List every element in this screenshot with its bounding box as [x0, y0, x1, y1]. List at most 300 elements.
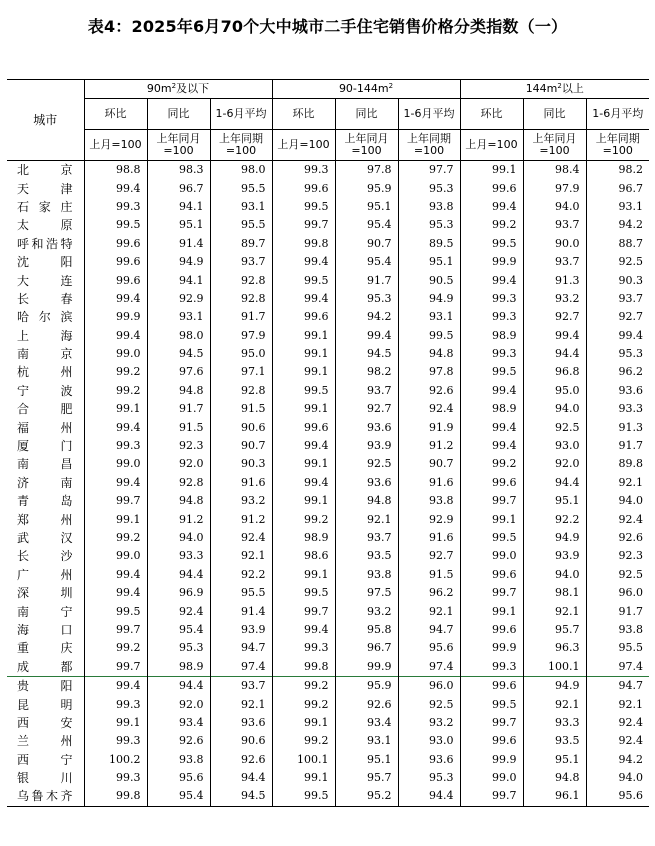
index-value: 97.6 — [147, 363, 210, 381]
index-value: 93.1 — [210, 198, 272, 216]
index-value: 99.7 — [84, 492, 147, 510]
index-value: 99.6 — [84, 253, 147, 271]
index-value: 92.1 — [523, 602, 586, 620]
index-value: 94.0 — [586, 769, 649, 787]
index-value: 94.7 — [398, 621, 460, 639]
index-value: 97.8 — [335, 161, 398, 180]
index-value: 98.4 — [523, 161, 586, 180]
index-value: 99.5 — [84, 216, 147, 234]
index-value: 89.8 — [586, 455, 649, 473]
index-value: 92.1 — [210, 547, 272, 565]
index-value: 99.1 — [272, 769, 335, 787]
city-name: 杭州 — [7, 363, 84, 381]
index-value: 93.3 — [586, 400, 649, 418]
index-value: 92.5 — [586, 566, 649, 584]
index-value: 93.4 — [335, 714, 398, 732]
index-value: 95.7 — [335, 769, 398, 787]
table-row — [7, 382, 649, 400]
index-value: 100.1 — [523, 658, 586, 677]
index-value: 96.0 — [586, 584, 649, 602]
index-value: 99.4 — [460, 198, 523, 216]
index-value: 91.6 — [398, 529, 460, 547]
index-value: 99.6 — [460, 566, 523, 584]
index-value: 96.2 — [398, 584, 460, 602]
index-value: 96.9 — [147, 584, 210, 602]
index-value: 94.0 — [523, 198, 586, 216]
index-value: 91.6 — [398, 474, 460, 492]
index-value: 93.1 — [147, 308, 210, 326]
index-value: 94.4 — [523, 345, 586, 363]
index-value: 90.0 — [523, 235, 586, 253]
index-value: 94.7 — [586, 676, 649, 695]
index-value: 96.3 — [523, 639, 586, 657]
index-value: 93.9 — [210, 621, 272, 639]
index-value: 93.6 — [335, 474, 398, 492]
index-value: 91.2 — [147, 510, 210, 528]
index-value: 93.6 — [210, 714, 272, 732]
index-value: 93.5 — [523, 732, 586, 750]
index-value: 93.2 — [398, 714, 460, 732]
table-header — [7, 80, 649, 161]
avg-base-header: 上年同期=100 — [586, 130, 649, 161]
index-value: 94.9 — [523, 529, 586, 547]
table-row — [7, 345, 649, 363]
index-value: 98.2 — [335, 363, 398, 381]
index-value: 99.1 — [272, 492, 335, 510]
table-row — [7, 161, 649, 180]
index-value: 97.5 — [335, 584, 398, 602]
group-header-90-144: $90-144m^2$ — [272, 80, 460, 99]
index-value: 92.4 — [147, 602, 210, 620]
index-value: 99.5 — [460, 235, 523, 253]
index-value: 93.7 — [335, 382, 398, 400]
table-row — [7, 198, 649, 216]
table-row — [7, 327, 649, 345]
index-value: 92.4 — [586, 510, 649, 528]
index-value: 99.6 — [272, 179, 335, 197]
index-value: 97.4 — [586, 658, 649, 677]
index-value: 99.1 — [460, 161, 523, 180]
index-value: 99.7 — [460, 787, 523, 806]
index-value: 98.1 — [523, 584, 586, 602]
index-value: 99.1 — [460, 602, 523, 620]
index-value: 95.1 — [398, 253, 460, 271]
city-name: 太原 — [7, 216, 84, 234]
index-value: 99.4 — [586, 327, 649, 345]
index-value: 99.8 — [272, 658, 335, 677]
index-value: 93.6 — [586, 382, 649, 400]
index-value: 98.9 — [147, 658, 210, 677]
index-value: 99.9 — [335, 658, 398, 677]
index-value: 91.5 — [398, 566, 460, 584]
table-row — [7, 492, 649, 510]
city-name: 贵阳 — [7, 676, 84, 695]
city-name: 沈阳 — [7, 253, 84, 271]
city-name: 深圳 — [7, 584, 84, 602]
index-value: 99.3 — [460, 308, 523, 326]
avg-header: 1-6月平均 — [586, 99, 649, 130]
index-value: 95.4 — [335, 216, 398, 234]
table-row — [7, 566, 649, 584]
index-value: 96.0 — [398, 676, 460, 695]
index-value: 97.7 — [398, 161, 460, 180]
index-value: 95.3 — [398, 769, 460, 787]
index-value: 99.3 — [272, 161, 335, 180]
table-row — [7, 455, 649, 473]
table-row — [7, 751, 649, 769]
index-value: 99.5 — [272, 787, 335, 806]
index-value: 92.1 — [210, 695, 272, 713]
index-value: 99.6 — [84, 235, 147, 253]
index-value: 94.4 — [147, 566, 210, 584]
index-value: 92.1 — [335, 510, 398, 528]
index-value: 90.5 — [398, 271, 460, 289]
index-value: 98.0 — [210, 161, 272, 180]
index-value: 94.8 — [147, 382, 210, 400]
mom-header: 环比 — [460, 99, 523, 130]
city-name: 西安 — [7, 714, 84, 732]
yoy-base-header: 上年同月=100 — [147, 130, 210, 161]
index-value: 92.9 — [398, 510, 460, 528]
index-value: 92.0 — [523, 455, 586, 473]
index-value: 91.3 — [523, 271, 586, 289]
index-value: 92.7 — [586, 308, 649, 326]
index-value: 98.9 — [460, 400, 523, 418]
index-value: 99.4 — [272, 253, 335, 271]
index-value: 99.4 — [272, 621, 335, 639]
index-value: 93.7 — [335, 529, 398, 547]
index-value: 95.2 — [335, 787, 398, 806]
index-value: 92.4 — [398, 400, 460, 418]
index-value: 98.9 — [272, 529, 335, 547]
index-value: 95.6 — [398, 639, 460, 657]
index-value: 99.9 — [84, 308, 147, 326]
index-value: 99.5 — [272, 271, 335, 289]
index-value: 99.0 — [460, 547, 523, 565]
index-value: 95.1 — [523, 492, 586, 510]
index-value: 91.5 — [210, 400, 272, 418]
index-value: 93.7 — [210, 253, 272, 271]
index-value: 92.1 — [586, 474, 649, 492]
index-value: 92.7 — [398, 547, 460, 565]
table-row — [7, 584, 649, 602]
index-value: 92.2 — [523, 510, 586, 528]
index-value: 93.8 — [398, 198, 460, 216]
index-value: 93.7 — [523, 253, 586, 271]
index-value: 97.4 — [210, 658, 272, 677]
index-value: 92.7 — [335, 400, 398, 418]
index-value: 95.1 — [147, 216, 210, 234]
index-value: 99.6 — [460, 474, 523, 492]
index-value: 98.2 — [586, 161, 649, 180]
index-value: 95.1 — [335, 751, 398, 769]
index-value: 99.6 — [460, 676, 523, 695]
city-name: 广州 — [7, 566, 84, 584]
index-value: 90.3 — [210, 455, 272, 473]
index-value: 97.9 — [523, 179, 586, 197]
index-value: 99.2 — [460, 455, 523, 473]
index-value: 99.4 — [460, 382, 523, 400]
index-value: 94.8 — [335, 492, 398, 510]
index-value: 93.9 — [335, 437, 398, 455]
city-name: 昆明 — [7, 695, 84, 713]
index-value: 99.2 — [272, 695, 335, 713]
table-row — [7, 621, 649, 639]
table-row — [7, 547, 649, 565]
index-value: 95.4 — [335, 253, 398, 271]
index-value: 93.8 — [398, 492, 460, 510]
index-value: 91.4 — [210, 602, 272, 620]
yoy-header: 同比 — [147, 99, 210, 130]
index-value: 89.5 — [398, 235, 460, 253]
index-value: 99.3 — [460, 290, 523, 308]
index-value: 99.4 — [84, 327, 147, 345]
index-value: 99.4 — [272, 437, 335, 455]
index-value: 99.7 — [460, 492, 523, 510]
index-value: 99.3 — [84, 198, 147, 216]
index-value: 99.7 — [84, 621, 147, 639]
index-value: 95.3 — [586, 345, 649, 363]
index-value: 96.2 — [586, 363, 649, 381]
avg-base-header: 上年同期=100 — [398, 130, 460, 161]
index-value: 94.4 — [398, 787, 460, 806]
index-value: 99.1 — [84, 510, 147, 528]
index-value: 91.6 — [210, 474, 272, 492]
table-row — [7, 400, 649, 418]
index-value: 91.7 — [147, 400, 210, 418]
index-value: 99.0 — [84, 455, 147, 473]
index-value: 99.3 — [84, 695, 147, 713]
city-name: 上海 — [7, 327, 84, 345]
index-value: 95.0 — [210, 345, 272, 363]
city-name: 青岛 — [7, 492, 84, 510]
index-value: 95.5 — [210, 179, 272, 197]
index-value: 96.7 — [586, 179, 649, 197]
index-value: 92.9 — [147, 290, 210, 308]
index-value: 95.5 — [210, 216, 272, 234]
index-value: 99.4 — [84, 418, 147, 436]
city-name: 石家庄 — [7, 198, 84, 216]
index-value: 99.5 — [398, 327, 460, 345]
index-value: 95.5 — [586, 639, 649, 657]
table-row — [7, 216, 649, 234]
index-value: 99.5 — [84, 602, 147, 620]
index-value: 99.7 — [460, 584, 523, 602]
index-value: 93.6 — [398, 751, 460, 769]
table-row — [7, 714, 649, 732]
index-value: 92.6 — [335, 695, 398, 713]
index-value: 99.4 — [460, 437, 523, 455]
index-value: 92.1 — [398, 602, 460, 620]
index-value: 99.3 — [460, 658, 523, 677]
index-value: 99.5 — [272, 584, 335, 602]
index-value: 99.1 — [272, 714, 335, 732]
index-value: 92.4 — [586, 732, 649, 750]
index-value: 90.7 — [210, 437, 272, 455]
index-value: 92.6 — [398, 382, 460, 400]
index-value: 99.6 — [460, 179, 523, 197]
index-value: 99.1 — [272, 455, 335, 473]
index-value: 92.6 — [586, 529, 649, 547]
city-column-header: 城市 — [7, 80, 84, 161]
index-value: 95.4 — [147, 787, 210, 806]
index-value: 92.5 — [586, 253, 649, 271]
city-name: 西宁 — [7, 751, 84, 769]
index-value: 94.5 — [335, 345, 398, 363]
index-value: 99.6 — [84, 271, 147, 289]
index-value: 92.5 — [398, 695, 460, 713]
index-value: 99.8 — [272, 235, 335, 253]
index-value: 99.0 — [460, 769, 523, 787]
index-value: 99.3 — [84, 769, 147, 787]
index-value: 92.3 — [586, 547, 649, 565]
index-value: 99.5 — [460, 363, 523, 381]
index-value: 100.2 — [84, 751, 147, 769]
index-value: 99.2 — [272, 732, 335, 750]
table-row — [7, 253, 649, 271]
index-value: 99.4 — [84, 584, 147, 602]
avg-header: 1-6月平均 — [398, 99, 460, 130]
index-value: 88.7 — [586, 235, 649, 253]
index-value: 94.0 — [147, 529, 210, 547]
index-value: 99.0 — [84, 547, 147, 565]
index-value: 91.5 — [147, 418, 210, 436]
index-value: 91.7 — [586, 602, 649, 620]
index-value: 93.2 — [335, 602, 398, 620]
index-value: 99.4 — [84, 474, 147, 492]
table-row — [7, 787, 649, 806]
city-name: 南京 — [7, 345, 84, 363]
index-value: 99.5 — [272, 198, 335, 216]
index-value: 92.1 — [523, 695, 586, 713]
index-value: 91.7 — [210, 308, 272, 326]
index-value: 95.1 — [335, 198, 398, 216]
index-value: 99.2 — [84, 382, 147, 400]
table-row — [7, 290, 649, 308]
city-name: 济南 — [7, 474, 84, 492]
index-value: 99.7 — [272, 602, 335, 620]
index-value: 99.8 — [84, 787, 147, 806]
index-value: 94.8 — [398, 345, 460, 363]
table-body — [7, 161, 649, 807]
city-name: 长沙 — [7, 547, 84, 565]
index-value: 93.0 — [523, 437, 586, 455]
index-value: 95.3 — [147, 639, 210, 657]
index-value: 94.0 — [586, 492, 649, 510]
index-value: 94.1 — [147, 198, 210, 216]
index-value: 99.2 — [460, 216, 523, 234]
index-value: 93.2 — [210, 492, 272, 510]
table-row — [7, 732, 649, 750]
index-value: 94.8 — [523, 769, 586, 787]
index-value: 99.7 — [460, 714, 523, 732]
index-value: 93.1 — [335, 732, 398, 750]
index-value: 96.7 — [335, 639, 398, 657]
table-row — [7, 695, 649, 713]
table-row — [7, 363, 649, 381]
index-value: 94.7 — [210, 639, 272, 657]
index-value: 95.5 — [210, 584, 272, 602]
yoy-header: 同比 — [523, 99, 586, 130]
index-value: 99.6 — [272, 418, 335, 436]
index-value: 94.2 — [586, 751, 649, 769]
index-value: 99.7 — [272, 216, 335, 234]
index-value: 98.0 — [147, 327, 210, 345]
index-value: 94.9 — [523, 676, 586, 695]
index-value: 99.3 — [84, 732, 147, 750]
index-value: 99.4 — [84, 676, 147, 695]
index-value: 93.3 — [523, 714, 586, 732]
index-value: 99.1 — [460, 510, 523, 528]
table-row — [7, 418, 649, 436]
index-value: 99.4 — [460, 418, 523, 436]
avg-header: 1-6月平均 — [210, 99, 272, 130]
index-value: 99.6 — [460, 732, 523, 750]
city-name: 海口 — [7, 621, 84, 639]
index-value: 92.4 — [586, 714, 649, 732]
city-name: 成都 — [7, 658, 84, 677]
table-row — [7, 639, 649, 657]
index-value: 92.1 — [586, 695, 649, 713]
index-value: 93.1 — [586, 198, 649, 216]
index-value: 93.1 — [398, 308, 460, 326]
index-value: 99.3 — [272, 639, 335, 657]
index-value: 99.4 — [84, 179, 147, 197]
table-row — [7, 510, 649, 528]
index-value: 92.2 — [210, 566, 272, 584]
index-value: 94.2 — [586, 216, 649, 234]
index-value: 94.4 — [210, 769, 272, 787]
index-value: 94.0 — [523, 566, 586, 584]
index-value: 90.7 — [335, 235, 398, 253]
index-value: 97.8 — [398, 363, 460, 381]
index-value: 94.8 — [147, 492, 210, 510]
index-value: 99.3 — [460, 345, 523, 363]
index-value: 99.5 — [460, 529, 523, 547]
index-value: 92.5 — [523, 418, 586, 436]
index-value: 92.4 — [210, 529, 272, 547]
index-value: 99.2 — [272, 676, 335, 695]
index-value: 92.5 — [335, 455, 398, 473]
index-value: 92.8 — [147, 474, 210, 492]
index-value: 96.7 — [147, 179, 210, 197]
index-value: 95.6 — [147, 769, 210, 787]
city-name: 重庆 — [7, 639, 84, 657]
index-value: 92.7 — [523, 308, 586, 326]
city-name: 北京 — [7, 161, 84, 180]
index-value: 99.9 — [460, 253, 523, 271]
index-value: 93.8 — [147, 751, 210, 769]
index-value: 90.7 — [398, 455, 460, 473]
index-value: 95.9 — [335, 676, 398, 695]
index-value: 93.0 — [398, 732, 460, 750]
index-value: 99.4 — [460, 271, 523, 289]
group-header-90: $90m^2$及以下 — [84, 80, 272, 99]
city-name: 厦门 — [7, 437, 84, 455]
city-name: 银川 — [7, 769, 84, 787]
index-value: 99.5 — [272, 382, 335, 400]
group-header-144: $144m^2$以上 — [460, 80, 649, 99]
index-value: 95.8 — [335, 621, 398, 639]
yoy-header: 同比 — [335, 99, 398, 130]
table-row — [7, 676, 649, 695]
city-name: 福州 — [7, 418, 84, 436]
index-value: 97.9 — [210, 327, 272, 345]
index-value: 98.3 — [147, 161, 210, 180]
index-value: 91.4 — [147, 235, 210, 253]
index-value: 99.5 — [460, 695, 523, 713]
avg-base-header: 上年同期=100 — [210, 130, 272, 161]
